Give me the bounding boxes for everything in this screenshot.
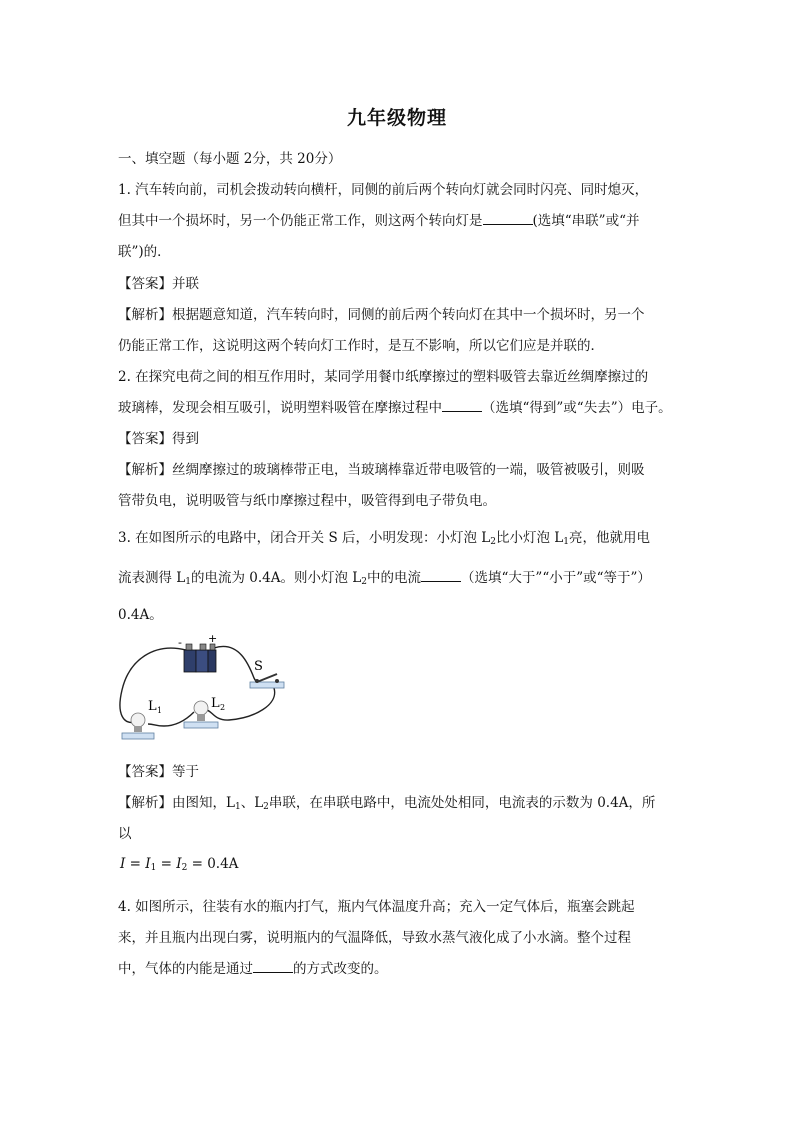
q4-line3-text-a: 中，气体的内能是通过 xyxy=(118,961,253,977)
q3-analysis-line1 xyxy=(118,791,655,812)
q3-line3: 0.4A。 xyxy=(118,607,163,623)
eq-I2: I xyxy=(176,856,182,872)
q2-analysis-line1: 【解析】丝绸摩擦过的玻璃棒带正电，当玻璃棒靠近带电吸管的一端，吸管被吸引，则吸 xyxy=(118,462,645,478)
q3-analysis-line2: 以 xyxy=(118,826,132,842)
eq-value: = 0.4A xyxy=(187,856,239,872)
q3-line1-text-a: 3. 在如图所示的电路中，闭合开关 S 后，小明发现：小灯泡 L xyxy=(118,530,491,546)
lamp-l1-icon xyxy=(122,713,154,739)
q4-answer-blank[interactable] xyxy=(253,960,293,973)
q3-line1-sub-a: 2 xyxy=(490,537,496,547)
q3-line2-sub-a: 1 xyxy=(185,577,191,587)
q3-equation xyxy=(120,856,238,873)
q3-line2-sub-b: 2 xyxy=(361,577,368,587)
q3-line2-text-a: 流表测得 L xyxy=(118,570,186,586)
q2-analysis-line2: 管带负电，说明吸管与纸巾摩擦过程中，吸管得到电子带负电。 xyxy=(118,493,496,509)
q4-line3-text-b: 的方式改变的。 xyxy=(293,961,388,977)
section-heading: 一、填空题（每小题 2分，共 20分） xyxy=(118,151,342,167)
q1-analysis-line1: 【解析】根据题意知道，汽车转向时，同侧的前后两个转向灯在其中一个损坏时，另一个 xyxy=(118,307,645,323)
q3-line2-text-b: 的电流为 0.4A。则小灯泡 L xyxy=(191,570,362,586)
eq-equals-2: = xyxy=(156,856,177,872)
q1-line3: 联”)的． xyxy=(118,244,171,260)
q4-line1: 4. 如图所示，往装有水的瓶内打气，瓶内气体温度升高；充入一定气体后，瓶塞会跳起 xyxy=(118,899,635,915)
lamp-l1-label: L xyxy=(148,699,157,714)
q1-line2-text: 但其中一个损坏时，另一个仍能正常工作，则这两个转向灯是 xyxy=(118,213,483,229)
battery-plus-label: + xyxy=(208,632,218,645)
q3-line2 xyxy=(118,566,651,587)
q1-line2 xyxy=(118,209,639,229)
q3-analysis-sub-b: 2 xyxy=(263,802,269,812)
q3-line1-text-b: 比小灯泡 L xyxy=(496,530,564,546)
q3-line2-text-c: 中的电流 xyxy=(367,570,422,586)
q2-line2-options: （选填“得到”或“失去”）电子。 xyxy=(482,400,672,416)
q3-answer: 【答案】等于 xyxy=(118,764,199,780)
q1-line1: 1. 汽车转向前，司机会拨动转向横杆，同侧的前后两个转向灯就会同时闪亮、同时熄灭， xyxy=(118,182,649,198)
q1-answer: 【答案】并联 xyxy=(118,276,199,292)
q3-line1-sub-b: 1 xyxy=(563,537,569,547)
q1-answer-blank[interactable] xyxy=(483,212,533,225)
eq-I1-sub: 1 xyxy=(150,863,157,873)
q1-line2-options: (选填“串联”或“并 xyxy=(532,213,640,229)
circuit-diagram xyxy=(114,630,294,745)
eq-I2-sub: 2 xyxy=(181,863,188,873)
q2-line1: 2. 在探究电荷之间的相互作用时，某同学用餐巾纸摩擦过的塑料吸管去靠近丝绸摩擦过的 xyxy=(118,369,649,385)
q4-line3 xyxy=(118,957,388,977)
q2-answer: 【答案】得到 xyxy=(118,431,199,447)
q2-line2-text: 玻璃棒，发现会相互吸引，说明塑料吸管在摩擦过程中 xyxy=(118,400,442,416)
q3-line2-options: （选填“大于”“小于”或“等于”） xyxy=(461,570,651,586)
lamp-l1-sub: 1 xyxy=(157,706,163,715)
q2-answer-blank[interactable] xyxy=(442,399,482,412)
battery-minus-label: - xyxy=(178,636,182,649)
q3-analysis-sub-a: 1 xyxy=(234,802,241,812)
q3-line1-text-c: 亮，他就用电 xyxy=(569,530,650,546)
q3-analysis-text-c: 串联，在串联电路中，电流处处相同，电流表的示数为 0.4A，所 xyxy=(268,795,656,811)
q3-analysis-text-a: 【解析】由图知，L xyxy=(118,795,235,811)
q1-analysis-line2: 仍能正常工作，这说明这两个转向灯工作时，是互不影响，所以它们应是并联的． xyxy=(118,338,604,354)
switch-icon xyxy=(250,674,284,688)
switch-label: S xyxy=(254,659,263,674)
eq-equals-1: = xyxy=(125,856,146,872)
page-title: 九年级物理 xyxy=(346,107,447,129)
q3-line1 xyxy=(118,526,650,547)
q4-line2: 来，并且瓶内出现白雾，说明瓶内的气温降低，导致水蒸气液化成了小水滴。整个过程 xyxy=(118,930,631,946)
battery-icon xyxy=(184,644,216,672)
q2-line2 xyxy=(118,396,672,416)
eq-I: I xyxy=(120,856,126,872)
lamp-l2-sub: 2 xyxy=(220,703,226,712)
lamp-l2-label: L xyxy=(211,696,220,711)
eq-I1: I xyxy=(145,856,151,872)
q3-answer-blank[interactable] xyxy=(421,569,461,582)
q3-analysis-text-b: 、L xyxy=(240,795,264,811)
